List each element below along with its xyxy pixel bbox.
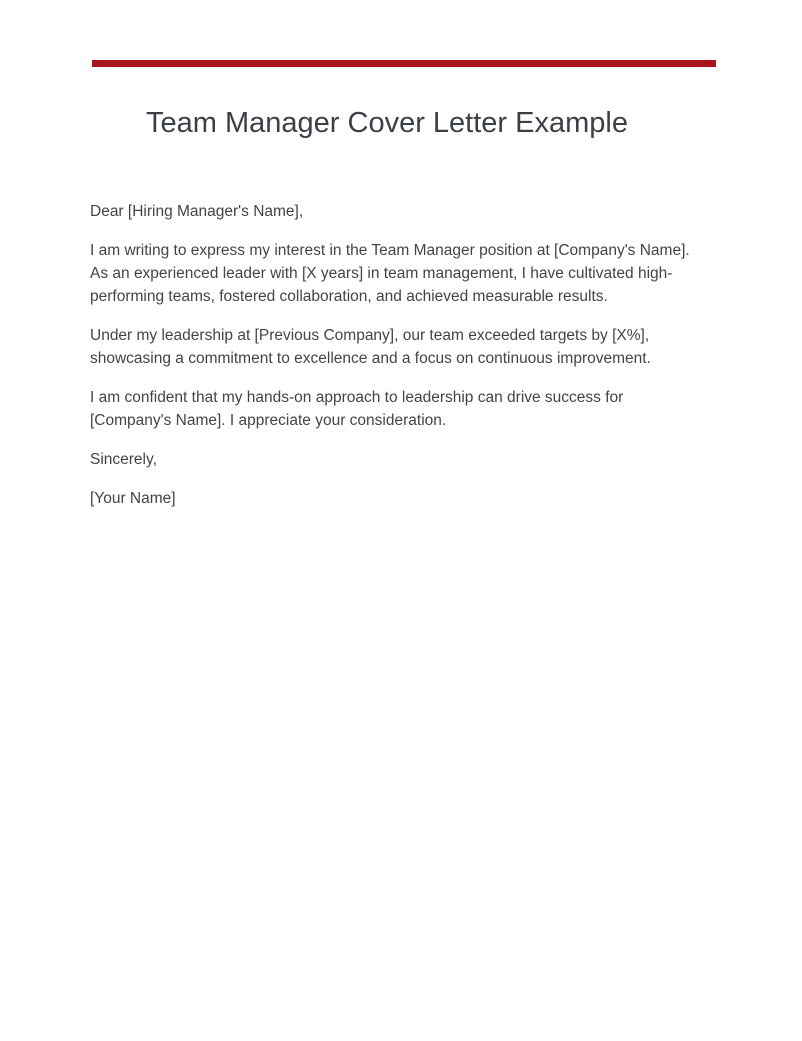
- signature: [Your Name]: [90, 490, 176, 507]
- salutation: Dear [Hiring Manager's Name],: [90, 203, 304, 220]
- document-title: Team Manager Cover Letter Example: [146, 107, 628, 139]
- closing: Sincerely,: [90, 451, 157, 468]
- letter-body: [90, 200, 690, 526]
- paragraph-intro: I am writing to express my interest in the Team Manager position at [Company's Name]. As an experienced leader with [X years] in team management, I have cultivated high-performing teams, fostered collaboration, and achieved measurable results.: [90, 242, 690, 305]
- top-accent-rule: [92, 60, 716, 67]
- paragraph-achievements: Under my leadership at [Previous Company], our team exceeded targets by [X%], showcasing a commitment to excellence and a focus on continuous improvement.: [90, 327, 651, 367]
- paragraph-closing: I am confident that my hands-on approach to leadership can drive success for [Company's Name]. I appreciate your consideration.: [90, 389, 624, 429]
